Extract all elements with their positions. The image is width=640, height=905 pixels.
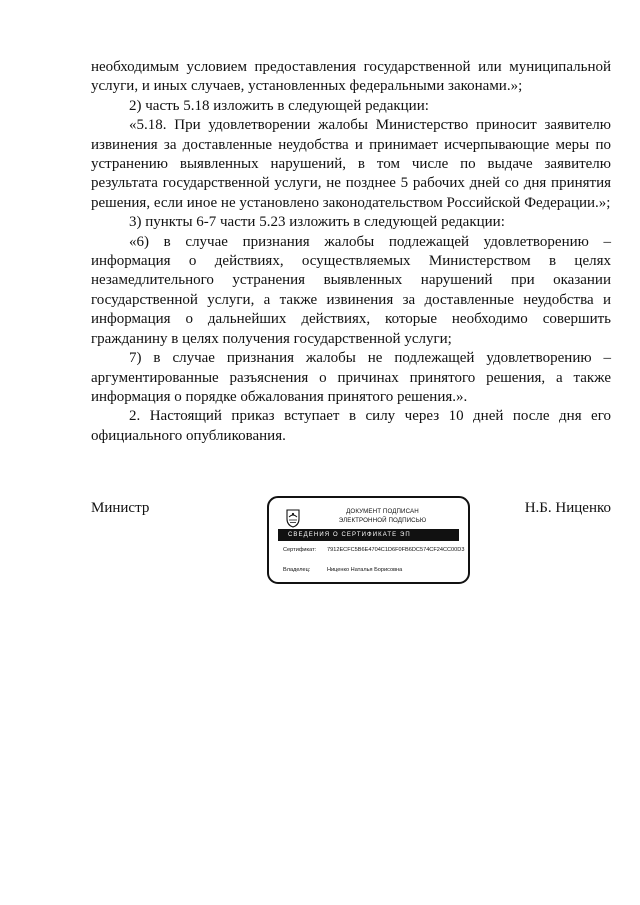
stamp-certificate-row — [283, 547, 464, 553]
owner-label: Владелец: — [283, 567, 311, 573]
certificate-label: Сертификат: — [283, 547, 317, 553]
owner-value: Ниценко Наталья Борисовна — [327, 567, 403, 573]
stamp-header-bar: СВЕДЕНИЯ О СЕРТИФИКАТЕ ЭП — [278, 529, 459, 541]
paragraph-3: «5.18. При удовлетворении жалобы Министерство приносит заявителю извинения за доставленные неудобства и принимает исчерпывающие меры по устранению выявленных нарушений, в том числе по выдаче заявителю результата государственной услуги, не позднее 5 рабочих дней со дня принятия решения, если иное не установлено законодательством Российской Федерации.»; — [91, 117, 611, 211]
stamp-owner-row — [283, 567, 402, 573]
certificate-value: 7912ECFC5B6E4704C1D6F0FB6DC574CF24CC00D3 — [327, 547, 465, 553]
electronic-signature-stamp — [267, 496, 470, 584]
stamp-title-line1: ДОКУМЕНТ ПОДПИСАН — [346, 508, 419, 515]
signer-name: Н.Б. Ниценко — [524, 500, 611, 516]
document-body — [91, 58, 611, 446]
coat-of-arms-icon — [284, 508, 302, 528]
paragraph-7: 2. Настоящий приказ вступает в силу через 10 дней после дня его официального опубликования. — [91, 408, 611, 444]
paragraph-4: 3) пункты 6-7 части 5.23 изложить в следующей редакции: — [129, 214, 505, 231]
paragraph-2: 2) часть 5.18 изложить в следующей редакции: — [129, 97, 429, 114]
stamp-title-line2: ЭЛЕКТРОННОЙ ПОДПИСЬЮ — [338, 517, 427, 524]
signer-position: Министр — [91, 500, 150, 516]
paragraph-6: 7) в случае признания жалобы не подлежащей удовлетворению – аргументированные разъяснения о причинах принятого решения, а также информация о порядке обжалования принятого решения.». — [91, 350, 611, 405]
signature-block — [91, 496, 611, 596]
paragraph-1: необходимым условием предоставления государственной или муниципальной услуги, и иных случаев, установленных федеральными законами.»; — [91, 59, 611, 95]
paragraph-5: «6) в случае признания жалобы подлежащей удовлетворению – информация о действиях, осуществляемых Министерством в целях незамедлительного устранения выявленных нарушений при оказании государственной услуги, а также извинения за доставленные неудобства и информация о дальнейших действиях, которые необходимо совершить гражданину в целях получения государственной услуги; — [91, 233, 611, 347]
